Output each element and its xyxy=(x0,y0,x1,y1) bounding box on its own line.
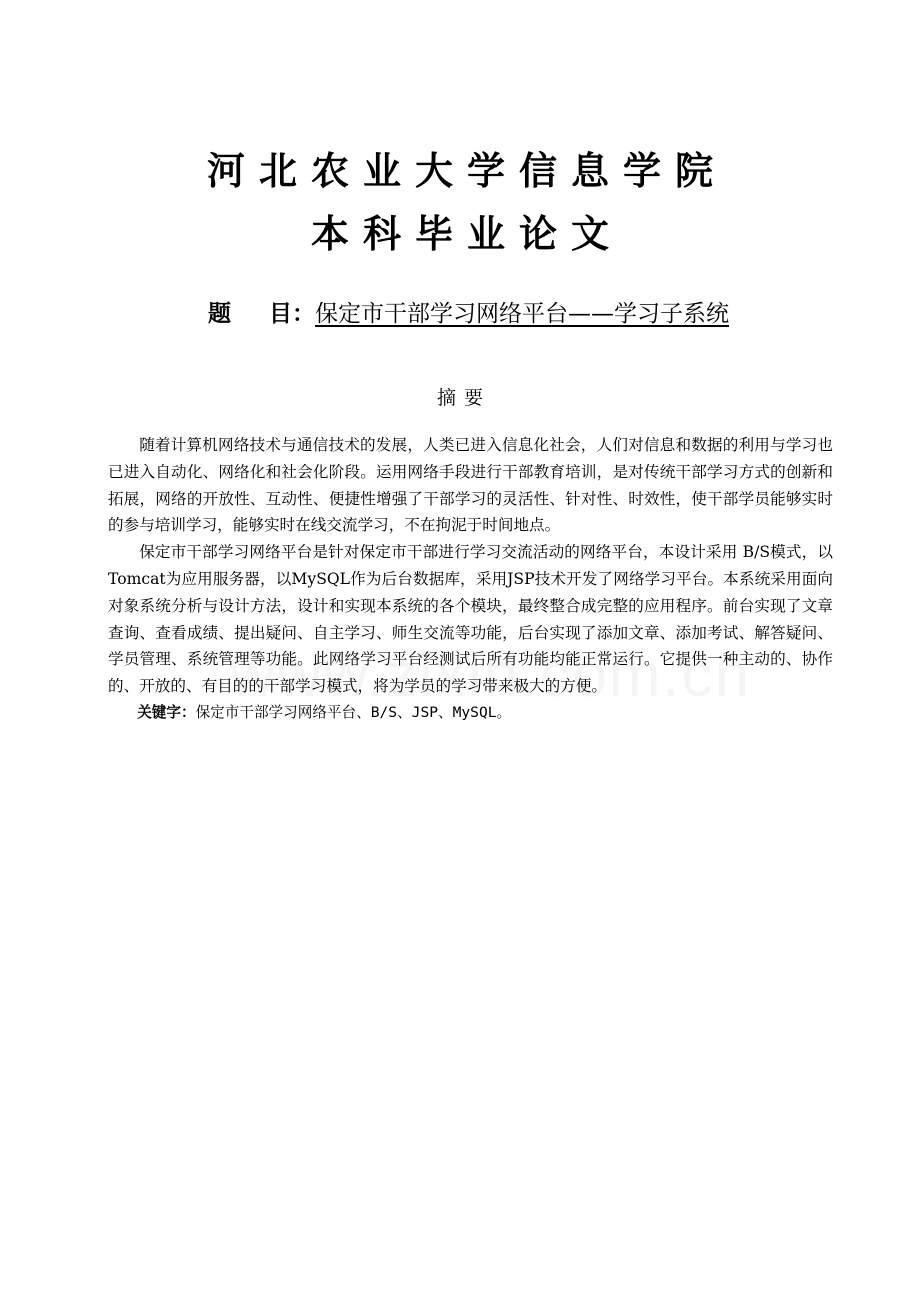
abstract-body xyxy=(108,432,833,727)
thesis-topic xyxy=(208,296,729,332)
keywords-line xyxy=(108,700,833,727)
topic-label-first: 题 xyxy=(208,301,231,327)
keywords-label: 关键字： xyxy=(137,703,196,721)
topic-label-second: 目： xyxy=(269,301,315,327)
abstract-heading: 摘要 xyxy=(436,387,491,409)
topic-value: 保定市干部学习网络平台——学习子系统 xyxy=(315,301,729,327)
topic-label xyxy=(208,301,315,327)
abstract-paragraph: 保定市干部学习网络平台是针对保定市干部进行学习交流活动的网络平台，本设计采用 B/S模式，以Tomcat为应用服务器，以MySQL作为后台数据库，采用JSP技术开发了网络学习平台。本系统采用面向对象系统分析与设计方法，设计和实现本系统的各个模块，最终整合成完整的应用程序。前台实现了文章查询、查看成绩、提出疑问、自主学习、师生交流等功能，后台实现了添加文章、添加考试、解答疑问、学员管理、系统管理等功能。此网络学习平台经测试后所有功能均能正常运行。它提供一种主动的、协作的、开放的、有目的的干部学习模式，将为学员的学习带来极大的方便。 xyxy=(108,543,833,696)
institution-title: 河北农业大学信息学院 xyxy=(206,149,727,193)
thesis-type-title: 本科毕业论文 xyxy=(310,212,623,256)
keywords-value: 保定市干部学习网络平台、B/S、JSP、MySQL。 xyxy=(195,703,512,721)
abstract-paragraph: 随着计算机网络技术与通信技术的发展，人类已进入信息化社会，人们对信息和数据的利用与学习也已进入自动化、网络化和社会化阶段。运用网络手段进行干部教育培训，是对传统干部学习方式的创新和拓展，网络的开放性、互动性、便捷性增强了干部学习的灵活性、针对性、时效性，使干部学员能够实时的参与培训学习，能够实时在线交流学习，不在拘泥于时间地点。 xyxy=(108,436,833,535)
